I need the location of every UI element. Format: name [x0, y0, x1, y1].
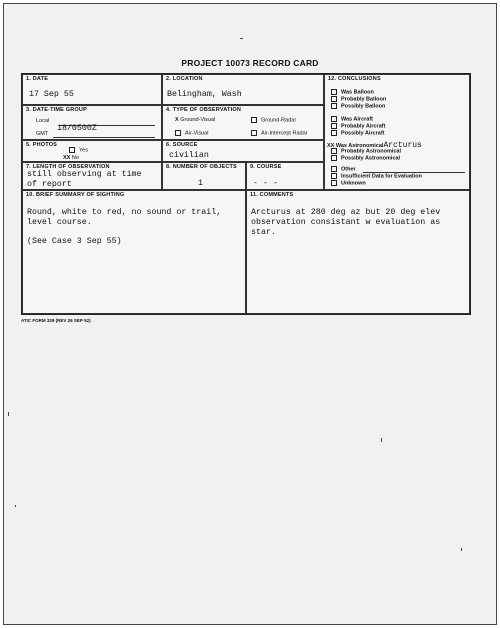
astronomical-mark: XX: [327, 143, 335, 149]
scan-speck: [15, 505, 16, 507]
scan-speck: [381, 438, 382, 442]
course-label: 9. COURSE: [250, 164, 282, 170]
photos-no-option: XX No: [63, 155, 79, 161]
conclusion-unknown: Unknown: [331, 180, 366, 186]
checkbox: [331, 123, 337, 129]
date-label: 1. DATE: [26, 76, 49, 82]
ground-radar-option: Ground-Radar: [251, 117, 296, 123]
checkbox: [251, 130, 257, 136]
conclusion-probably-astronomical: Probably Astronomical: [331, 148, 401, 154]
photos-yes-option: Yes: [69, 147, 88, 153]
comments-line1: Arcturus at 280 deg az but 20 deg elev: [251, 208, 441, 217]
conclusion-was-balloon: Was Balloon: [331, 89, 374, 95]
date-cell: [22, 74, 162, 105]
comments-label: 11. COMMENTS: [250, 192, 294, 198]
datetime-cell: [22, 105, 162, 140]
form-footer: ATIC FORM 329 (REV 26 SEP 52): [21, 318, 91, 323]
checkbox: [331, 173, 337, 179]
location-cell: [162, 74, 324, 105]
location-label: 2. LOCATION: [166, 76, 203, 82]
objects-value: 1: [198, 179, 203, 188]
checkbox: [331, 166, 337, 172]
checkbox: [331, 130, 337, 136]
gmt-label: GMT: [36, 131, 49, 137]
course-value: - - -: [253, 179, 278, 188]
checkbox: [331, 180, 337, 186]
astronomical-note: Arcturus: [383, 141, 422, 150]
comments-cell: [246, 190, 470, 314]
observation-type-cell: [162, 105, 324, 140]
conclusion-insufficient-data: Insufficient Data for Evaluation: [331, 173, 422, 179]
summary-label: 10. BRIEF SUMMARY OF SIGHTING: [26, 192, 125, 198]
record-card: [21, 73, 471, 315]
length-cell: [22, 162, 162, 190]
conclusion-possibly-astronomical: Possibly Astronomical: [331, 155, 400, 161]
card-title: PROJECT 10073 RECORD CARD: [181, 58, 319, 68]
length-value-line2: of report: [27, 180, 72, 189]
conclusion-probably-aircraft: Probably Aircraft: [331, 123, 385, 129]
source-cell: [162, 140, 324, 162]
gmt-value: 18/0500Z: [57, 124, 97, 133]
length-label: 7. LENGTH OF OBSERVATION: [26, 164, 110, 170]
summary-line1: Round, white to red, no sound or trail,: [27, 208, 222, 217]
date-value: 17 Sep 55: [29, 90, 74, 99]
scan-speck: [8, 412, 9, 416]
conclusion-other: Other: [331, 166, 356, 172]
checkbox: [69, 147, 75, 153]
ground-visual-option: X Ground-Visual: [175, 117, 216, 123]
conclusion-was-aircraft: Was Aircraft: [331, 116, 373, 122]
course-cell: [246, 162, 324, 190]
datetime-label: 3. DATE-TIME GROUP: [26, 107, 87, 113]
gmt-line: [53, 137, 155, 138]
checkbox: [331, 155, 337, 161]
conclusion-probably-balloon: Probably Balloon: [331, 96, 386, 102]
conclusion-possibly-aircraft: Possibly Aircraft: [331, 130, 385, 136]
observation-type-label: 4. TYPE OF OBSERVATION: [166, 107, 241, 113]
conclusions-label: 12. CONCLUSIONS: [328, 76, 381, 82]
summary-line2: level course.: [27, 218, 92, 227]
objects-label: 8. NUMBER OF OBJECTS: [166, 164, 237, 170]
air-intercept-option: Air-Intercept Radar: [251, 130, 307, 136]
summary-cell: [22, 190, 246, 314]
checkbox: [175, 130, 181, 136]
photos-cell: [22, 140, 162, 162]
checkbox: [251, 117, 257, 123]
source-label: 6. SOURCE: [166, 142, 198, 148]
air-visual-option: Air-Visual: [175, 130, 208, 136]
ground-visual-mark: X: [175, 117, 179, 123]
conclusion-was-astronomical: XX Was AstronomicalArcturus: [327, 141, 422, 150]
source-value: civilian: [169, 151, 209, 160]
scan-speck: [240, 38, 243, 39]
location-value: Belingham, Wash: [167, 90, 242, 99]
comments-line3: star.: [251, 228, 276, 237]
comments-line2: observation consistant w evaluation as: [251, 218, 441, 227]
conclusions-cell: [324, 74, 470, 190]
checkbox: [331, 89, 337, 95]
checkbox: [331, 116, 337, 122]
checkbox: [331, 103, 337, 109]
local-label: Local: [36, 118, 50, 124]
summary-line3: (See Case 3 Sep 55): [27, 237, 122, 246]
scan-speck: [461, 548, 462, 551]
checkbox: [331, 148, 337, 154]
conclusion-possibly-balloon: Possibly Balloon: [331, 103, 385, 109]
length-value-line1: still observing at time: [27, 170, 142, 179]
checkbox: [331, 96, 337, 102]
objects-cell: [162, 162, 246, 190]
photos-label: 5. PHOTOS: [26, 142, 58, 148]
